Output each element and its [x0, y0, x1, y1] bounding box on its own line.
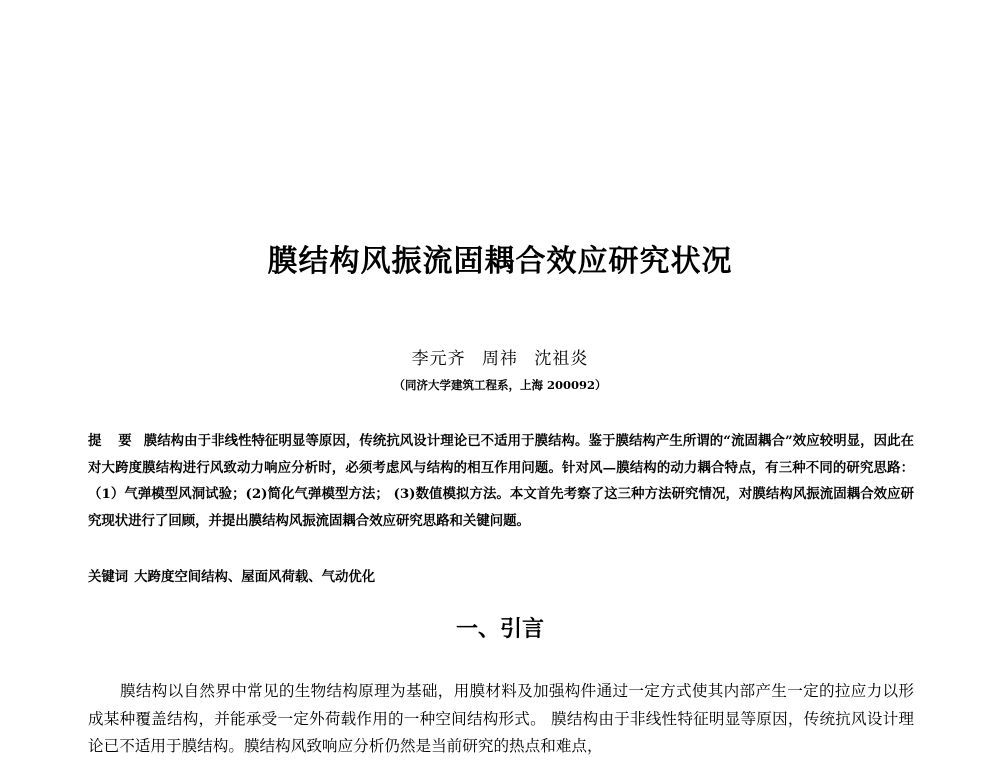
abstract [88, 428, 914, 534]
introduction-paragraph: 膜结构以自然界中常见的生物结构原理为基础，用膜材料及加强构件通过一定方式使其内部产生一定的拉应力以形成某种覆盖结构，并能承受一定外荷载作用的一种空间结构形式。 膜结构由于非线性特征明显等原因，传统抗风设计理论已不适用于膜结构。膜结构风致响应分析仍然是当前研究的热点和难点， [88, 682, 914, 755]
author-list: 李元齐 周祎 沈祖炎 [411, 349, 589, 369]
abstract-text: 膜结构由于非线性特征明显等原因，传统抗风设计理论已不适用于膜结构。鉴于膜结构产生所谓的“流固耦合”效应较明显，因此在对大跨度膜结构进行风致动力响应分析时，必须考虑风与结构的相互作用问题。针对风—膜结构的动力耦合特点，有三种不同的研究思路：（1）气弹模型风洞试验；(2)简化气弹模型方法； (3)数值模拟方法。本文首先考察了这三种方法研究情况，对膜结构风振流固耦合效应研究现状进行了回顾，并提出膜结构风振流固耦合效应研究思路和关键问题。 [88, 433, 914, 529]
keywords [88, 566, 914, 585]
paper-title: 膜结构风振流固耦合效应研究状况 [267, 244, 733, 279]
author-affiliation: （同济大学建筑工程系，上海 200092） [393, 378, 607, 392]
keywords-label: 关键词 [88, 569, 129, 585]
keywords-text: 大跨度空间结构、屋面风荷载、气动优化 [134, 569, 376, 585]
section-heading-introduction: 一、引言 [455, 617, 544, 642]
abstract-label: 提 要 [88, 433, 138, 449]
